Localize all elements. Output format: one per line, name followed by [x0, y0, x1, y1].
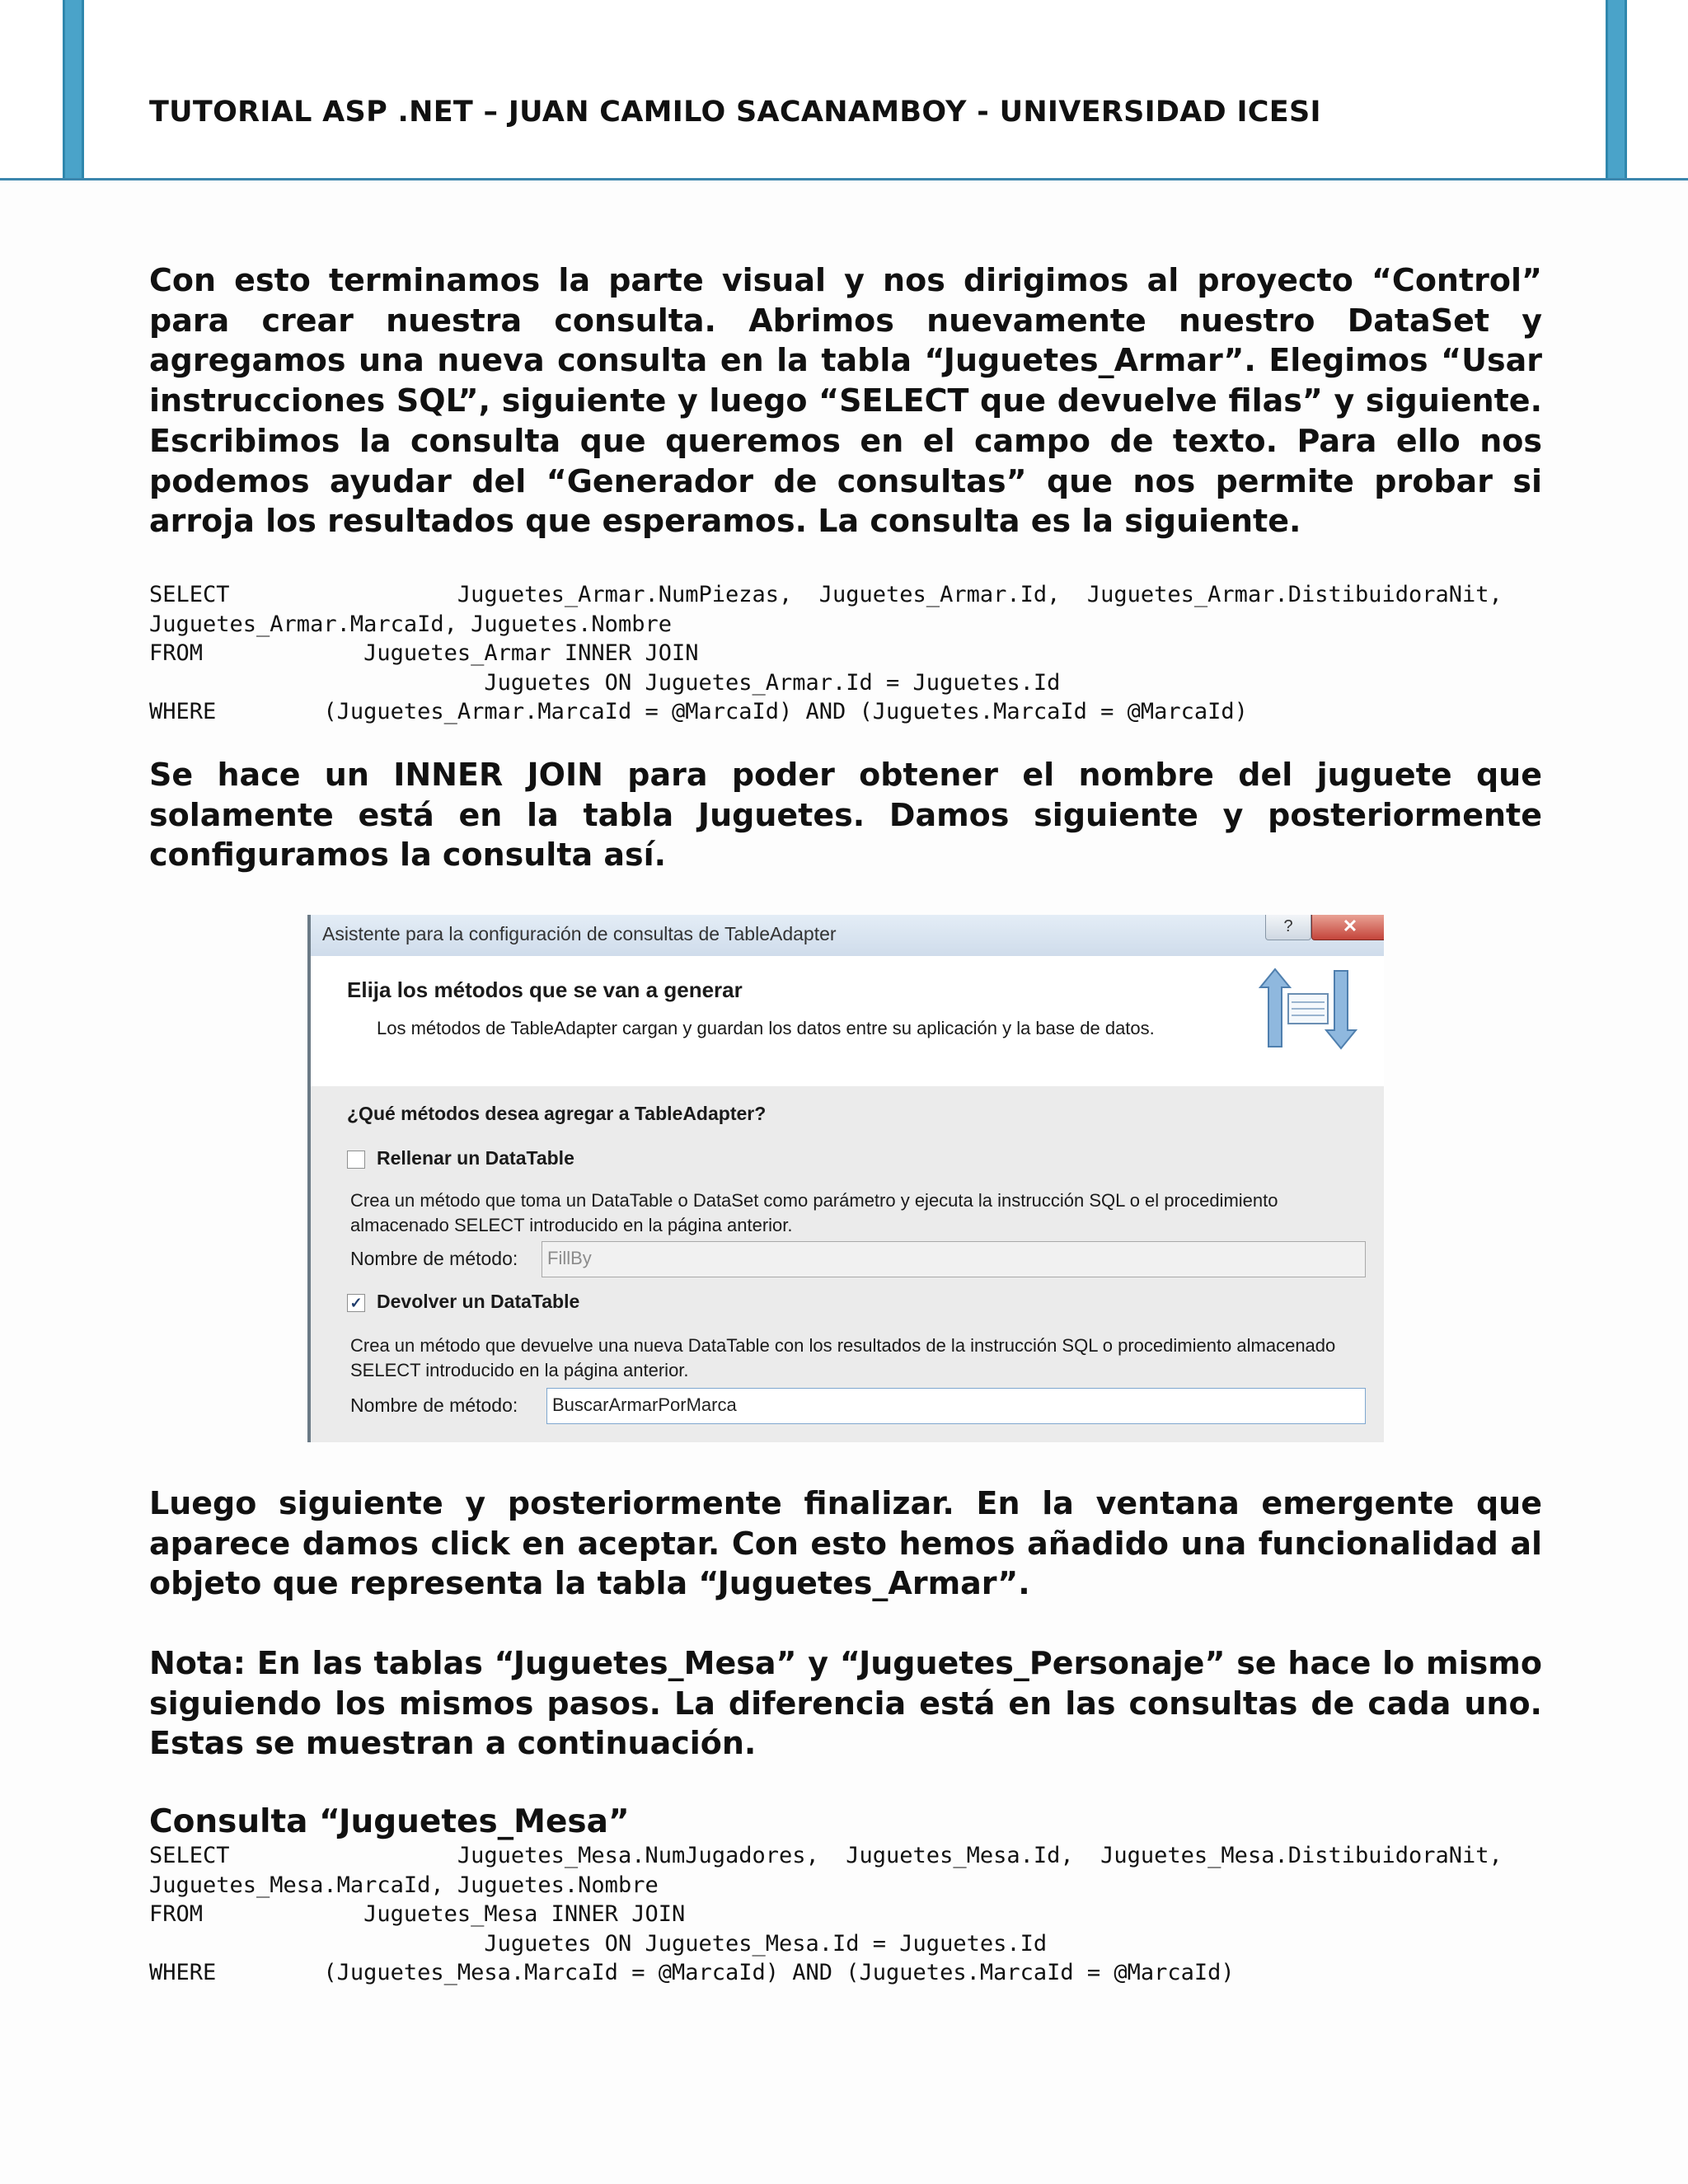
- close-button[interactable]: ✕: [1311, 915, 1384, 940]
- paragraph-note: Nota: En las tablas “Juguetes_Mesa” y “Juguetes_Personaje” se hace lo mismo siguiendo los mismos pasos. La diferencia está en las consultas de cada uno. Estas se muestran a continuación.: [149, 1645, 1542, 1762]
- get-method-name-label: Nombre de método:: [350, 1394, 518, 1416]
- fill-datatable-label[interactable]: Rellenar un DataTable: [377, 1147, 574, 1169]
- header-rule: [0, 178, 1688, 180]
- get-datatable-label[interactable]: Devolver un DataTable: [377, 1291, 580, 1312]
- tableadapter-wizard-icon: [1257, 966, 1359, 1052]
- fill-datatable-checkbox[interactable]: [347, 1151, 365, 1169]
- header-title: TUTORIAL ASP .NET – JUAN CAMILO SACANAMBOY - UNIVERSIDAD ICESI: [149, 96, 1321, 129]
- fill-method-name-input[interactable]: FillBy: [542, 1241, 1366, 1277]
- help-button[interactable]: ?: [1265, 915, 1311, 940]
- sql-query-juguetes-mesa: SELECT Juguetes_Mesa.NumJugadores, Juguetes_Mesa.Id, Juguetes_Mesa.DistibuidoraNit, Juguetes_Mesa.MarcaId, Juguetes.Nombre FROM Juguetes_Mesa INNER JOIN Juguetes ON Juguetes_Mesa.Id = Juguetes.Id WHERE (Juguetes_Mesa.MarcaId = @MarcaId) AND (Juguetes.MarcaId = @MarcaId): [149, 1843, 1503, 1985]
- sql-query-juguetes-armar: SELECT Juguetes_Armar.NumPiezas, Juguetes_Armar.Id, Juguetes_Armar.DistibuidoraNit, Juguetes_Armar.MarcaId, Juguetes.Nombre FROM Juguetes_Armar INNER JOIN Juguetes ON Juguetes_Armar.Id = Juguetes.Id WHERE (Juguetes_Armar.MarcaId = @MarcaId) AND (Juguetes.MarcaId = @MarcaId): [149, 582, 1503, 724]
- dialog-body: [311, 1086, 1384, 1442]
- paragraph-intro: Con esto terminamos la parte visual y nos dirigimos al proyecto “Control” para crear nuestra consulta. Abrimos nuevamente nuestro DataSet y agregamos una nueva consulta en la tabla “Juguetes_Armar”. Elegimos “Usar instrucciones SQL”, siguiente y luego “SELECT que devuelve filas” y siguiente. Escribimos la consulta que queremos en el campo de texto. Para ello nos podemos ayudar del “Generador de consultas” que nos permite probar si arroja los resultados que esperamos. La consulta es la siguiente.: [149, 262, 1542, 540]
- methods-question: ¿Qué métodos desea agregar a TableAdapter?: [347, 1103, 767, 1124]
- fill-method-name-label: Nombre de método:: [350, 1248, 518, 1269]
- dialog-title: Asistente para la configuración de consultas de TableAdapter: [322, 923, 837, 944]
- dialog-description: Los métodos de TableAdapter cargan y guardan los datos entre su aplicación y la base de datos.: [377, 1018, 1155, 1038]
- tableadapter-wizard-dialog: [307, 915, 1384, 1442]
- header-accent-bar-right: [1606, 0, 1627, 180]
- paragraph-inner-join: Se hace un INNER JOIN para poder obtener el nombre del juguete que solamente está en la tabla Juguetes. Damos siguiente y posteriormente configuramos la consulta así.: [149, 757, 1542, 874]
- dialog-header-panel: [311, 956, 1384, 1086]
- page-header: [0, 0, 1688, 180]
- dialog-titlebar: [311, 915, 1384, 957]
- header-accent-bar-left: [63, 0, 84, 180]
- subheading-consulta-mesa: Consulta “Juguetes_Mesa”: [149, 1803, 630, 1840]
- get-method-name-input[interactable]: BuscarArmarPorMarca: [546, 1388, 1366, 1424]
- get-datatable-description: Crea un método que devuelve una nueva DataTable con los resultados de la instrucción SQL o procedimiento almacenado SELECT introducido en la página anterior.: [350, 1335, 1336, 1380]
- paragraph-finish: Luego siguiente y posteriormente finalizar. En la ventana emergente que aparece damos click en aceptar. Con esto hemos añadido una funcionalidad al objeto que representa la tabla “Juguetes_Armar”.: [149, 1485, 1542, 1602]
- get-datatable-checkbox[interactable]: ✓: [347, 1294, 365, 1312]
- fill-datatable-description: Crea un método que toma un DataTable o DataSet como parámetro y ejecuta la instrucción SQL o el procedimiento almacenado SELECT introducido en la página anterior.: [350, 1190, 1278, 1235]
- dialog-heading: Elija los métodos que se van a generar: [347, 977, 743, 1002]
